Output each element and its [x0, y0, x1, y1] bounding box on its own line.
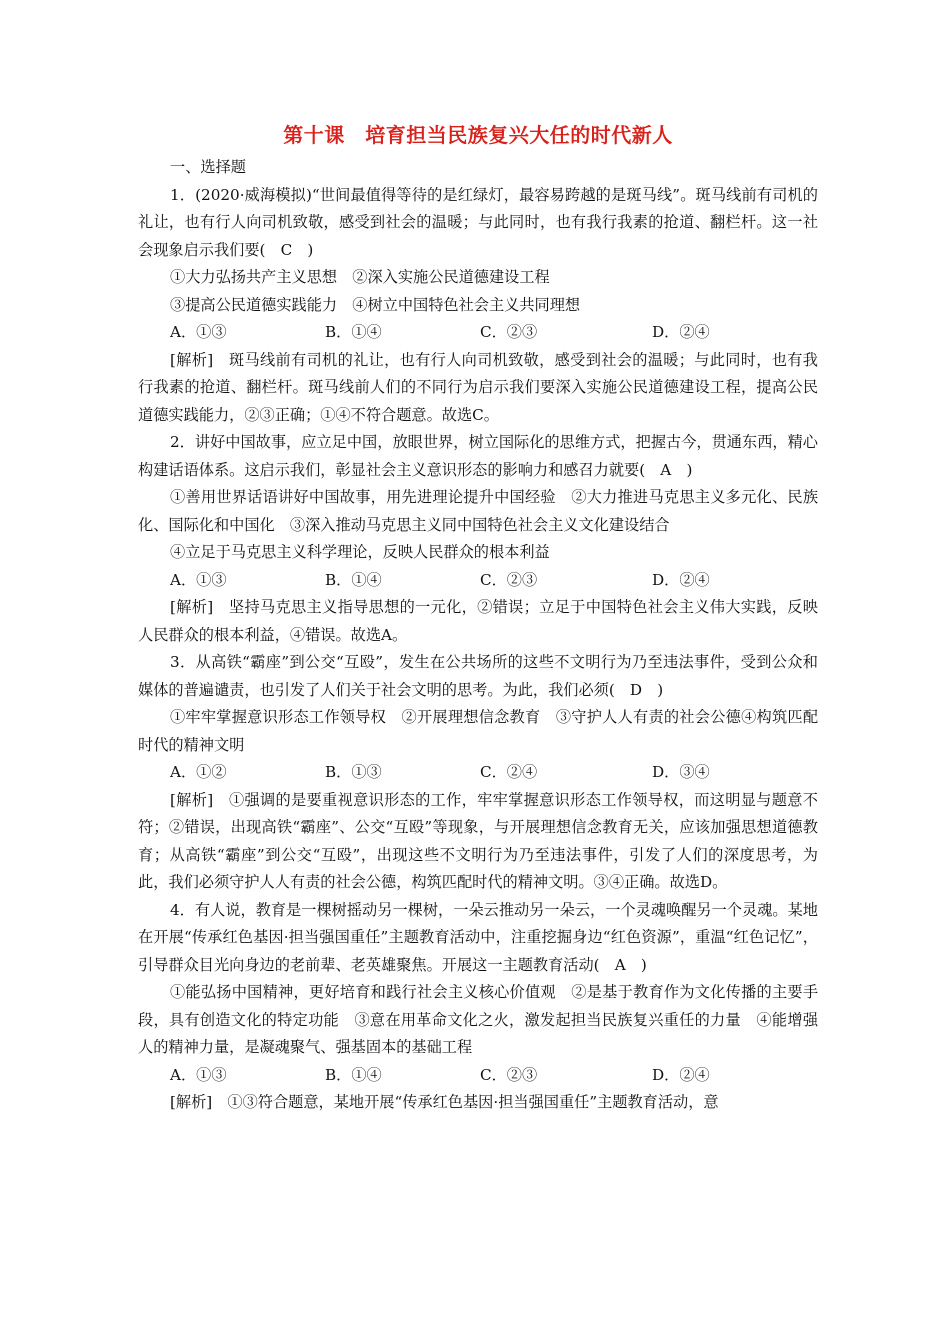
- question-1: [138, 182, 818, 430]
- statement-line: ①大力弘扬共产主义思想 ②深入实施公民道德建设工程: [170, 268, 550, 286]
- option-a: A．①③: [170, 323, 227, 341]
- statement-line: ③提高公民道德实践能力 ④树立中国特色社会主义共同理想: [170, 295, 581, 314]
- analysis: [解析] ①强调的是要重视意识形态的工作，牢牢掌握意识形态工作领导权，而这明显与题意不符；②错误，出现高铁“霸座”、公交“互殴”等现象，与开展理想信念教育无关，应该加强思想道德教育；从高铁“霸座”到公交“互殴”，出现这些不文明行为乃至违法事件，引发了人们的深度思考，为此，我们必须守护人人有责的社会公德，构筑匹配时代的精神文明。③④正确。故选D。: [138, 790, 818, 891]
- option-b: B．①④: [325, 323, 382, 341]
- answer-options: [138, 759, 818, 787]
- analysis: [解析] 斑马线前有司机的礼让，也有行人向司机致敬，感受到社会的温暖；与此同时，也有我行我素的抢道、翻栏杆。斑马线前人们的不同行为启示我们要深入实施公民道德建设工程，提高公民道德实践能力，②③正确；①④不符合题意。故选C。: [138, 350, 818, 424]
- question-2: [138, 429, 818, 649]
- option-a: A．①③: [170, 570, 227, 589]
- option-c: C．②③: [480, 1065, 538, 1084]
- option-c: C．②④: [480, 763, 538, 781]
- question-stem: 4．有人说，教育是一棵树摇动另一棵树，一朵云推动另一朵云，一个灵魂唤醒另一个灵魂。某地在开展“传承红色基因·担当强国重任”主题教育活动中，注重挖掘身边“红色资源”，重温“红色记忆”，引导群众目光向身边的老前辈、老英雄聚焦。开展这一主题教育活动( A ): [138, 900, 818, 974]
- option-d: D．②④: [652, 323, 710, 341]
- question-stem: 1．(2020·威海模拟)“世间最值得等待的是红绿灯，最容易跨越的是斑马线”。斑马线前有司机的礼让，也有行人向司机致敬，感受到社会的温暖；与此同时，也有我行我素的抢道、翻栏杆。这一社会现象启示我们要( C ): [138, 185, 818, 259]
- question-stem: 2．讲好中国故事，应立足中国，放眼世界，树立国际化的思维方式，把握古今，贯通东西，精心构建话语体系。这启示我们，彰显社会主义意识形态的影响力和感召力就要( A ): [138, 433, 818, 479]
- statement-line: ④立足于马克思主义科学理论，反映人民群众的根本利益: [170, 543, 550, 561]
- option-c: C．②③: [480, 570, 538, 589]
- question-3: [138, 649, 818, 897]
- document-page: [138, 118, 818, 1117]
- answer-options: [138, 1062, 818, 1090]
- section-heading: 一、选择题: [170, 158, 246, 176]
- analysis: [解析] 坚持马克思主义指导思想的一元化，②错误；立足于中国特色社会主义伟大实践，反映人民群众的根本利益，④错误。故选A。: [138, 598, 818, 644]
- option-b: B．①④: [325, 570, 382, 589]
- option-c: C．②③: [480, 323, 538, 341]
- option-a: A．①②: [170, 763, 227, 781]
- question-stem: 3．从高铁“霸座”到公交“互殴”，发生在公共场所的这些不文明行为乃至违法事件，受到公众和媒体的普遍谴责，也引发了人们关于社会文明的思考。为此，我们必须( D ): [138, 653, 818, 699]
- statement-line: ①善用世界话语讲好中国故事，用先进理论提升中国经验 ②大力推进马克思主义多元化、民族化、国际化和中国化 ③深入推动马克思主义同中国特色社会主义文化建设结合: [138, 488, 818, 534]
- statement-line: ①能弘扬中国精神，更好培育和践行社会主义核心价值观 ②是基于教育作为文化传播的主要手段，具有创造文化的特定功能 ③意在用革命文化之火，激发起担当民族复兴重任的力量 ④能增强人的精神力量，是凝魂聚气、强基固本的基础工程: [138, 983, 818, 1056]
- question-4: [138, 897, 818, 1117]
- page-title: 第十课 培育担当民族复兴大任的时代新人: [283, 123, 673, 147]
- statement-line: ①牢牢掌握意识形态工作领导权 ②开展理想信念教育 ③守护人人有责的社会公德④构筑匹配时代的精神文明: [138, 708, 818, 754]
- option-b: B．①③: [325, 763, 382, 781]
- analysis: [解析] ①③符合题意，某地开展“传承红色基因·担当强国重任”主题教育活动，意: [170, 1093, 719, 1111]
- option-d: D．②④: [652, 1065, 710, 1084]
- option-d: D．②④: [652, 570, 710, 589]
- option-d: D．③④: [652, 763, 710, 781]
- answer-options: [138, 319, 818, 347]
- answer-options: [138, 567, 818, 595]
- option-a: A．①③: [170, 1065, 227, 1084]
- option-b: B．①④: [325, 1065, 382, 1084]
